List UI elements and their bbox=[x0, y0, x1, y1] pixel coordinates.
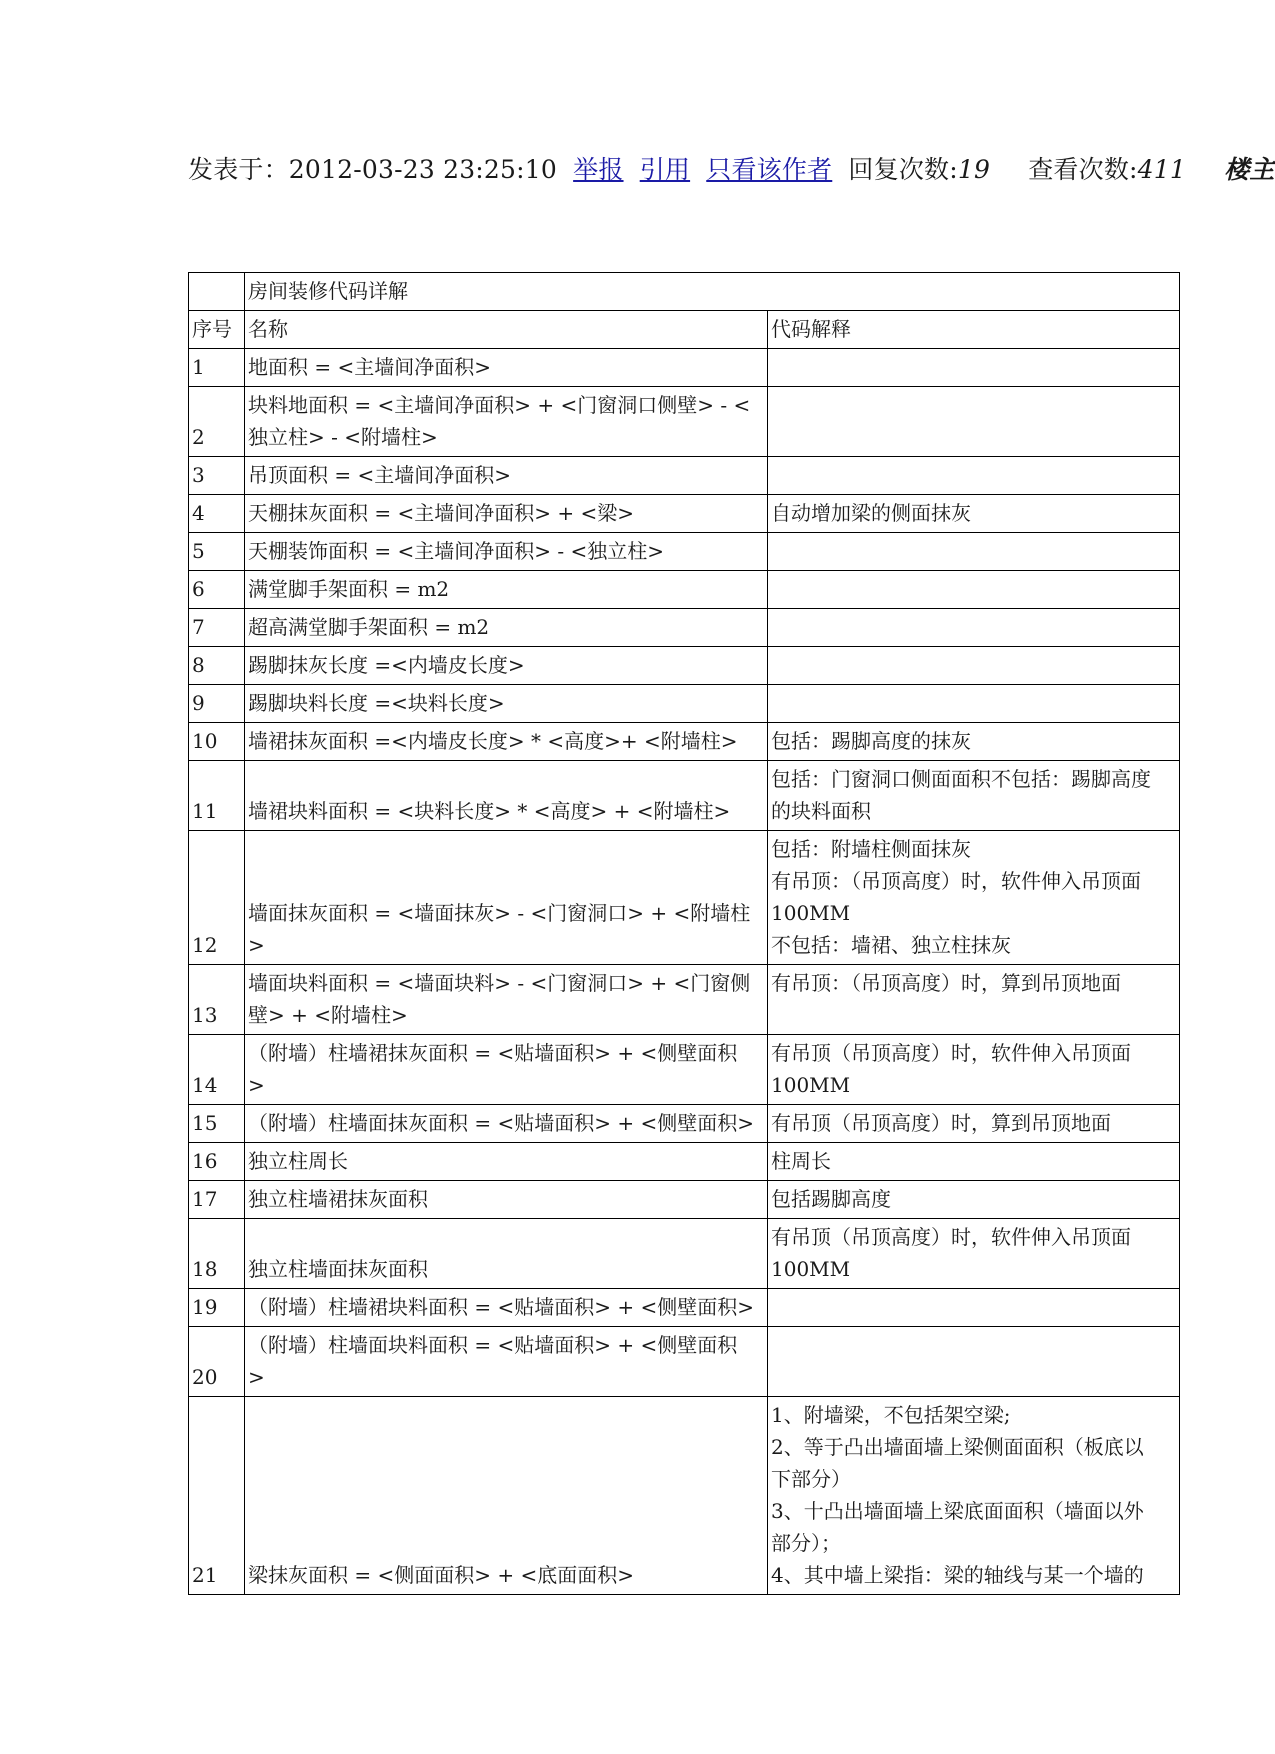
row-name-line: 墙面抹灰面积 = <墙面抹灰> - <门窗洞口> + <附墙柱 bbox=[248, 901, 751, 925]
table-row bbox=[189, 349, 1180, 387]
row-desc bbox=[768, 1397, 1180, 1595]
row-desc-line: 100MM bbox=[771, 1073, 851, 1097]
view-count-label: 查看次数: bbox=[1028, 155, 1138, 184]
row-name bbox=[245, 609, 768, 647]
row-name bbox=[245, 965, 768, 1035]
row-name-line: 独立柱> - <附墙柱> bbox=[248, 425, 438, 449]
row-seq: 12 bbox=[189, 831, 245, 965]
row-desc bbox=[768, 571, 1180, 609]
row-seq: 21 bbox=[189, 1397, 245, 1595]
row-seq: 13 bbox=[189, 965, 245, 1035]
table-row bbox=[189, 533, 1180, 571]
table-header-row bbox=[189, 311, 1180, 349]
row-desc-line: 有吊顶：（吊顶高度）时，软件伸入吊顶面 bbox=[771, 869, 1141, 893]
row-name bbox=[245, 831, 768, 965]
row-desc-line: 2、等于凸出墙面墙上梁侧面面积（板底以 bbox=[771, 1435, 1144, 1459]
row-seq: 5 bbox=[189, 533, 245, 571]
row-seq: 19 bbox=[189, 1289, 245, 1327]
row-name bbox=[245, 685, 768, 723]
row-desc-line: 4、其中墙上梁指：梁的轴线与某一个墙的 bbox=[771, 1563, 1144, 1587]
quote-link[interactable]: 引用 bbox=[639, 155, 691, 184]
row-desc bbox=[768, 761, 1180, 831]
table-title: 房间装修代码详解 bbox=[245, 273, 1180, 311]
row-desc-line: 的块料面积 bbox=[771, 799, 871, 823]
row-name-line: 吊顶面积 = <主墙间净面积> bbox=[248, 463, 511, 487]
row-name-line: 壁> + <附墙柱> bbox=[248, 1003, 408, 1027]
row-desc bbox=[768, 831, 1180, 965]
reply-count: 19 bbox=[957, 155, 991, 184]
row-name-line: 梁抹灰面积 = <侧面面积> + <底面面积> bbox=[248, 1563, 634, 1587]
row-name-line: 超高满堂脚手架面积 = m2 bbox=[248, 615, 490, 639]
row-name-line: 墙裙块料面积 = <块料长度> * <高度> + <附墙柱> bbox=[248, 799, 731, 823]
post-meta-bar bbox=[188, 150, 1275, 186]
row-desc-line: 有吊顶（吊顶高度）时，软件伸入吊顶面 bbox=[771, 1225, 1131, 1249]
row-desc-line: 包括踢脚高度 bbox=[771, 1187, 891, 1211]
row-name bbox=[245, 761, 768, 831]
row-name-line: 踢脚抹灰长度 =<内墙皮长度> bbox=[248, 653, 525, 677]
author-only-link[interactable]: 只看该作者 bbox=[706, 155, 833, 184]
row-name bbox=[245, 1219, 768, 1289]
view-count: 411 bbox=[1137, 155, 1186, 184]
row-seq: 3 bbox=[189, 457, 245, 495]
row-name-line: （附墙）柱墙面抹灰面积 = <贴墙面积> + <侧壁面积> bbox=[248, 1111, 754, 1135]
row-desc-line: 100MM bbox=[771, 901, 851, 925]
row-desc bbox=[768, 1105, 1180, 1143]
table-title-row bbox=[189, 273, 1180, 311]
row-seq: 8 bbox=[189, 647, 245, 685]
table-row bbox=[189, 647, 1180, 685]
row-name-line: > bbox=[248, 1073, 265, 1097]
row-name bbox=[245, 1105, 768, 1143]
table-row bbox=[189, 1105, 1180, 1143]
table-row bbox=[189, 1143, 1180, 1181]
row-desc bbox=[768, 349, 1180, 387]
row-name-line: 天棚抹灰面积 = <主墙间净面积> + <梁> bbox=[248, 501, 634, 525]
header-seq: 序号 bbox=[189, 311, 245, 349]
row-desc-line: 自动增加梁的侧面抹灰 bbox=[771, 501, 971, 525]
row-desc bbox=[768, 723, 1180, 761]
row-name-line: （附墙）柱墙裙抹灰面积 = <贴墙面积> + <侧壁面积 bbox=[248, 1041, 738, 1065]
row-desc bbox=[768, 1289, 1180, 1327]
row-desc bbox=[768, 685, 1180, 723]
row-name-line: 块料地面积 = <主墙间净面积> + <门窗洞口侧壁> - < bbox=[248, 393, 751, 417]
row-name-line: 墙裙抹灰面积 =<内墙皮长度> * <高度>+ <附墙柱> bbox=[248, 729, 738, 753]
row-name bbox=[245, 1035, 768, 1105]
row-desc bbox=[768, 1327, 1180, 1397]
row-name bbox=[245, 533, 768, 571]
row-name-line: 满堂脚手架面积 = m2 bbox=[248, 577, 450, 601]
row-name-line: 地面积 = <主墙间净面积> bbox=[248, 355, 491, 379]
reply-count-label: 回复次数: bbox=[848, 155, 958, 184]
row-desc bbox=[768, 609, 1180, 647]
row-name-line: 天棚装饰面积 = <主墙间净面积> - <独立柱> bbox=[248, 539, 664, 563]
row-name bbox=[245, 1181, 768, 1219]
row-desc bbox=[768, 387, 1180, 457]
row-name-line: > bbox=[248, 933, 265, 957]
row-desc-line: 有吊顶（吊顶高度）时，软件伸入吊顶面 bbox=[771, 1041, 1131, 1065]
row-name bbox=[245, 495, 768, 533]
table-row bbox=[189, 761, 1180, 831]
row-desc-line: 柱周长 bbox=[771, 1149, 831, 1173]
row-seq: 16 bbox=[189, 1143, 245, 1181]
row-desc bbox=[768, 457, 1180, 495]
row-name bbox=[245, 1327, 768, 1397]
row-desc-line: 部分）； bbox=[771, 1531, 841, 1555]
row-name bbox=[245, 1143, 768, 1181]
row-name bbox=[245, 1289, 768, 1327]
row-desc-line: 有吊顶：（吊顶高度）时，算到吊顶地面 bbox=[771, 971, 1121, 995]
table-row bbox=[189, 609, 1180, 647]
row-desc-line: 下部分） bbox=[771, 1467, 851, 1491]
row-name-line: > bbox=[248, 1365, 265, 1389]
posted-time: 发表于：2012-03-23 23:25:10 bbox=[188, 155, 557, 184]
row-desc-line: 包括：附墙柱侧面抹灰 bbox=[771, 837, 971, 861]
row-desc bbox=[768, 1219, 1180, 1289]
row-desc bbox=[768, 965, 1180, 1035]
row-seq: 14 bbox=[189, 1035, 245, 1105]
row-seq: 7 bbox=[189, 609, 245, 647]
row-name-line: 独立柱周长 bbox=[248, 1149, 348, 1173]
row-seq: 4 bbox=[189, 495, 245, 533]
row-seq: 20 bbox=[189, 1327, 245, 1397]
row-name bbox=[245, 571, 768, 609]
row-name bbox=[245, 723, 768, 761]
row-name bbox=[245, 1397, 768, 1595]
table-row bbox=[189, 1181, 1180, 1219]
row-desc-line: 包括：踢脚高度的抹灰 bbox=[771, 729, 971, 753]
table-row bbox=[189, 831, 1180, 965]
row-name-line: （附墙）柱墙面块料面积 = <贴墙面积> + <侧壁面积 bbox=[248, 1333, 738, 1357]
row-name bbox=[245, 647, 768, 685]
row-desc-line: 包括：门窗洞口侧面面积不包括：踢脚高度 bbox=[771, 767, 1151, 791]
row-seq: 10 bbox=[189, 723, 245, 761]
row-name-line: 独立柱墙裙抹灰面积 bbox=[248, 1187, 428, 1211]
header-name: 名称 bbox=[245, 311, 768, 349]
row-seq: 18 bbox=[189, 1219, 245, 1289]
floor-label: 楼主 bbox=[1224, 155, 1275, 184]
table-row bbox=[189, 457, 1180, 495]
header-desc: 代码解释 bbox=[768, 311, 1180, 349]
row-seq: 11 bbox=[189, 761, 245, 831]
table-row bbox=[189, 571, 1180, 609]
row-desc bbox=[768, 1035, 1180, 1105]
row-desc-line: 1、附墙梁，不包括架空梁; bbox=[771, 1403, 1011, 1427]
row-desc-line: 不包括：墙裙、独立柱抹灰 bbox=[771, 933, 1011, 957]
row-seq: 2 bbox=[189, 387, 245, 457]
table-row bbox=[189, 1035, 1180, 1105]
row-name bbox=[245, 387, 768, 457]
row-desc-line: 3、十凸出墙面墙上梁底面面积（墙面以外 bbox=[771, 1499, 1144, 1523]
row-desc bbox=[768, 533, 1180, 571]
row-desc bbox=[768, 1181, 1180, 1219]
table-row bbox=[189, 965, 1180, 1035]
table-row bbox=[189, 1219, 1180, 1289]
report-link[interactable]: 举报 bbox=[573, 155, 624, 184]
table-row bbox=[189, 685, 1180, 723]
row-desc bbox=[768, 1143, 1180, 1181]
row-name-line: 独立柱墙面抹灰面积 bbox=[248, 1257, 428, 1281]
row-name bbox=[245, 457, 768, 495]
row-seq: 1 bbox=[189, 349, 245, 387]
row-seq: 15 bbox=[189, 1105, 245, 1143]
row-desc-line: 100MM bbox=[771, 1257, 851, 1281]
row-seq: 6 bbox=[189, 571, 245, 609]
row-desc bbox=[768, 495, 1180, 533]
row-seq: 9 bbox=[189, 685, 245, 723]
table-row bbox=[189, 723, 1180, 761]
row-desc-line: 有吊顶（吊顶高度）时，算到吊顶地面 bbox=[771, 1111, 1111, 1135]
table-row bbox=[189, 1327, 1180, 1397]
decoration-code-table bbox=[188, 272, 1180, 1595]
table-row bbox=[189, 387, 1180, 457]
row-name-line: 踢脚块料长度 =<块料长度> bbox=[248, 691, 505, 715]
row-name bbox=[245, 349, 768, 387]
row-desc bbox=[768, 647, 1180, 685]
row-seq: 17 bbox=[189, 1181, 245, 1219]
table-row bbox=[189, 495, 1180, 533]
table-row bbox=[189, 1397, 1180, 1595]
row-name-line: （附墙）柱墙裙块料面积 = <贴墙面积> + <侧壁面积> bbox=[248, 1295, 754, 1319]
row-name-line: 墙面块料面积 = <墙面块料> - <门窗洞口> + <门窗侧 bbox=[248, 971, 751, 995]
table-row bbox=[189, 1289, 1180, 1327]
